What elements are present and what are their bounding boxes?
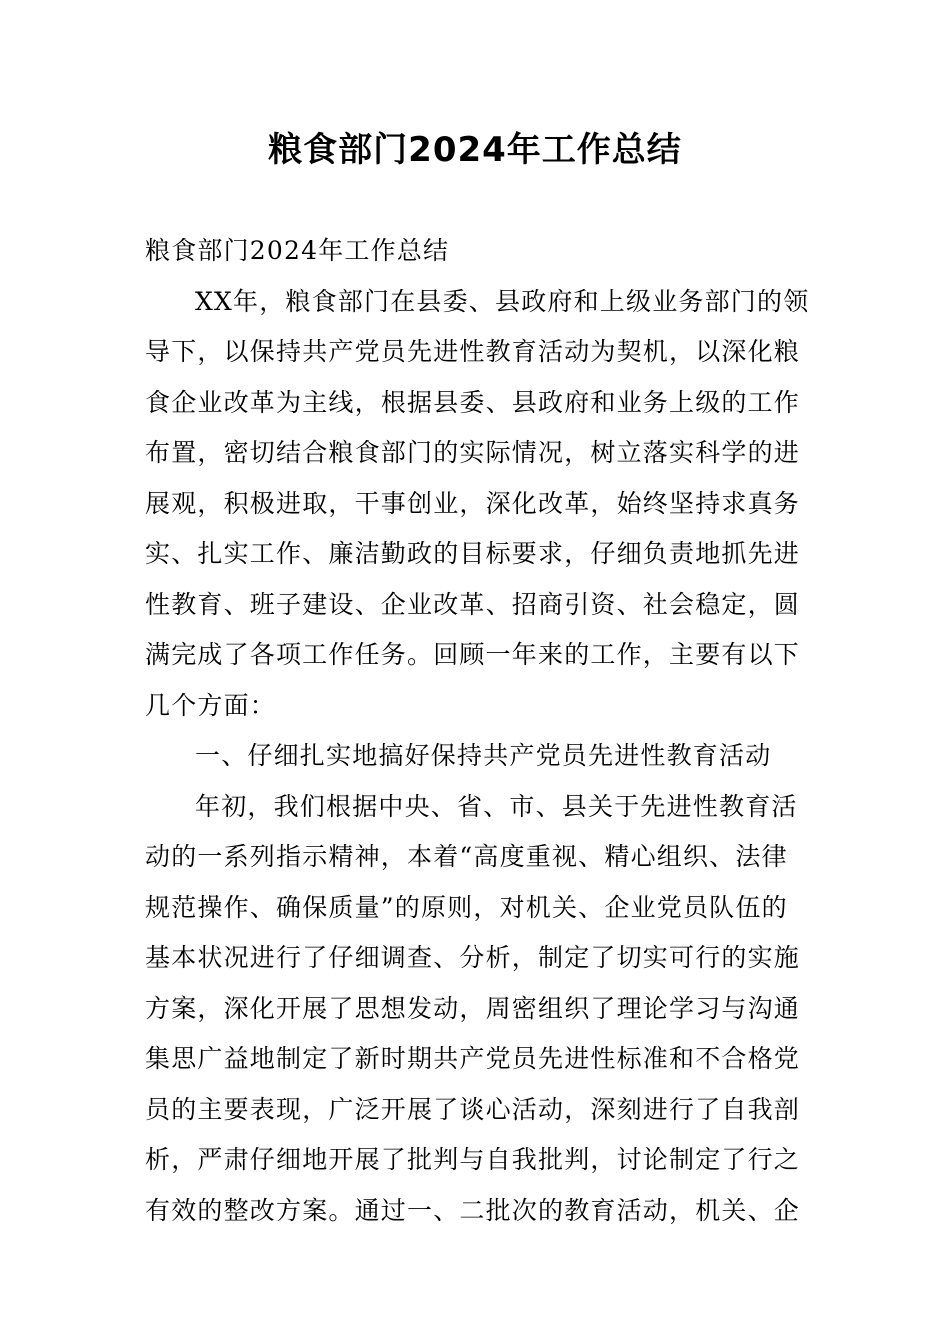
document-body: [145, 226, 809, 1236]
paragraph-line: 基本状况进行了仔细调查、分析，制定了切实可行的实施: [145, 943, 801, 972]
paragraph-line: 布置，密切结合粮食部门的实际情况，树立落实科学的进: [145, 438, 801, 467]
paragraph-line: 集思广益地制定了新时期共产党员先进性标准和不合格党: [145, 1044, 801, 1073]
paragraph-line: 动的一系列指示精神，本着“高度重视、精心组织、法律: [145, 842, 788, 871]
paragraph-line: 规范操作、确保质量”的原则，对机关、企业党员队伍的: [145, 892, 788, 922]
section-heading: 一、仔细扎实地搞好保持共产党员先进性教育活动: [195, 741, 772, 770]
paragraph-line: 方案，深化开展了思想发动，周密组织了理论学习与沟通: [145, 993, 801, 1023]
paragraph-line: 满完成了各项工作任务。回顾一年来的工作，主要有以下: [145, 640, 801, 669]
paragraph-line: 性教育、班子建设、企业改革、招商引资、社会稳定，圆: [145, 589, 801, 619]
paragraph-line: 几个方面：: [145, 690, 277, 720]
paragraph-line: 展观，积极进取，干事创业，深化改革，始终坚持求真务: [145, 488, 801, 518]
document-subtitle: 粮食部门2024年工作总结: [145, 236, 450, 265]
paragraph-line: 员的主要表现，广泛开展了谈心活动，深刻进行了自我剖: [145, 1094, 801, 1124]
document-title: 粮食部门2024年工作总结: [268, 130, 682, 170]
paragraph-line: 食企业改革为主线，根据县委、县政府和业务上级的工作: [145, 387, 801, 417]
paragraph-line: 年初，我们根据中央、省、市、县关于先进性教育活: [195, 791, 798, 821]
paragraph-line: XX年，粮食部门在县委、县政府和上级业务部门的领: [195, 286, 810, 316]
paragraph-line: 实、扎实工作、廉洁勤政的目标要求，仔细负责地抓先进: [145, 539, 801, 568]
paragraph-line: 导下，以保持共产党员先进性教育活动为契机，以深化粮: [145, 337, 801, 366]
paragraph-line: 析，严肃仔细地开展了批判与自我批判，讨论制定了行之: [145, 1145, 801, 1174]
paragraph-line: 有效的整改方案。通过一、二批次的教育活动，机关、企: [145, 1195, 801, 1225]
